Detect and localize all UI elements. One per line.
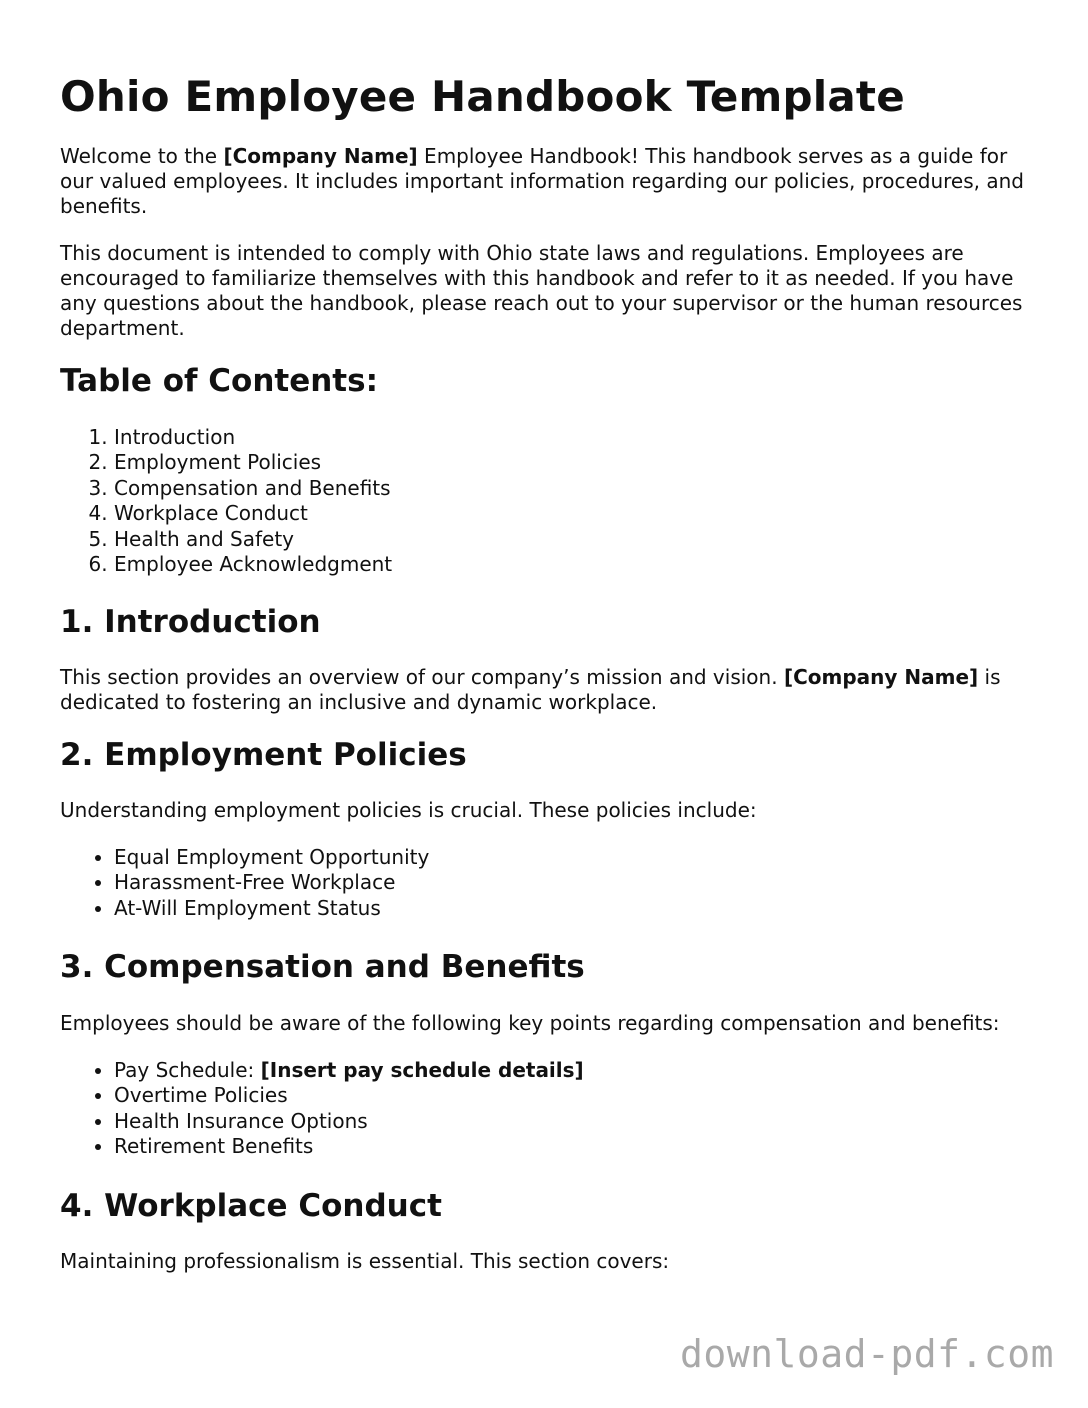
- introduction-paragraph: [60, 665, 1035, 715]
- watermark-text: download-pdf.com: [679, 1332, 1054, 1376]
- employment-paragraph: Understanding employment policies is crucial. These policies include:: [60, 797, 757, 822]
- intro-paragraph-2: This document is intended to comply with Ohio state laws and regulations. Employees are encouraged to familiarize themselves with this handbook and refer to it as needed. If you have any questions about the handbook, please reach out to your supervisor or the human resources department.: [60, 241, 1023, 341]
- toc-item: 1. Introduction: [114, 425, 1035, 451]
- section-heading-conduct: 4. Workplace Conduct: [60, 1187, 442, 1224]
- section-heading-compensation: 3. Compensation and Benefits: [60, 949, 585, 986]
- intro-text-start: Welcome to the: [60, 144, 224, 169]
- list-item: • Equal Employment Opportunity: [114, 845, 1035, 871]
- company-name-placeholder: [Company Name]: [223, 144, 418, 169]
- toc-item: 5. Health and Safety: [114, 527, 1035, 553]
- list-item: • Overtime Policies: [114, 1083, 1035, 1109]
- list-item: • At-Will Employment Status: [114, 896, 1035, 922]
- toc-heading: Table of Contents:: [60, 363, 378, 400]
- conduct-paragraph: Maintaining professionalism is essential. This section covers:: [60, 1248, 670, 1273]
- intro-paragraph-1: [60, 144, 1035, 219]
- employment-policy-list: [60, 845, 1035, 922]
- pay-schedule-label: Pay Schedule:: [114, 1057, 261, 1082]
- introduction-text-start: This section provides an overview of our company’s mission and vision.: [60, 664, 784, 689]
- toc-list: [60, 425, 1035, 578]
- compensation-list: [60, 1058, 1035, 1160]
- list-item: • Harassment-Free Workplace: [114, 870, 1035, 896]
- compensation-paragraph: Employees should be aware of the following key points regarding compensation and benefits:: [60, 1010, 1000, 1035]
- section-heading-employment: 2. Employment Policies: [60, 736, 467, 773]
- introduction-text-end: is dedicated to fostering an inclusive and dynamic workplace.: [60, 664, 1001, 714]
- toc-item: 4. Workplace Conduct: [114, 501, 1035, 527]
- intro-text-end: Employee Handbook! This handbook serves as a guide for our valued employees. It includes important information regarding our policies, procedures, and benefits.: [60, 144, 1024, 219]
- company-name-placeholder: [Company Name]: [783, 664, 979, 689]
- list-item: • Retirement Benefits: [114, 1134, 1035, 1160]
- toc-item: 3. Compensation and Benefits: [114, 476, 1035, 502]
- section-heading-introduction: 1. Introduction: [60, 603, 321, 640]
- document-page: [60, 72, 1035, 1296]
- list-item: [114, 1058, 1035, 1084]
- document-title: Ohio Employee Handbook Template: [60, 72, 905, 121]
- toc-item: 2. Employment Policies: [114, 450, 1035, 476]
- list-item: • Health Insurance Options: [114, 1109, 1035, 1135]
- pay-schedule-placeholder: [Insert pay schedule details]: [260, 1057, 584, 1082]
- toc-item: 6. Employee Acknowledgment: [114, 552, 1035, 578]
